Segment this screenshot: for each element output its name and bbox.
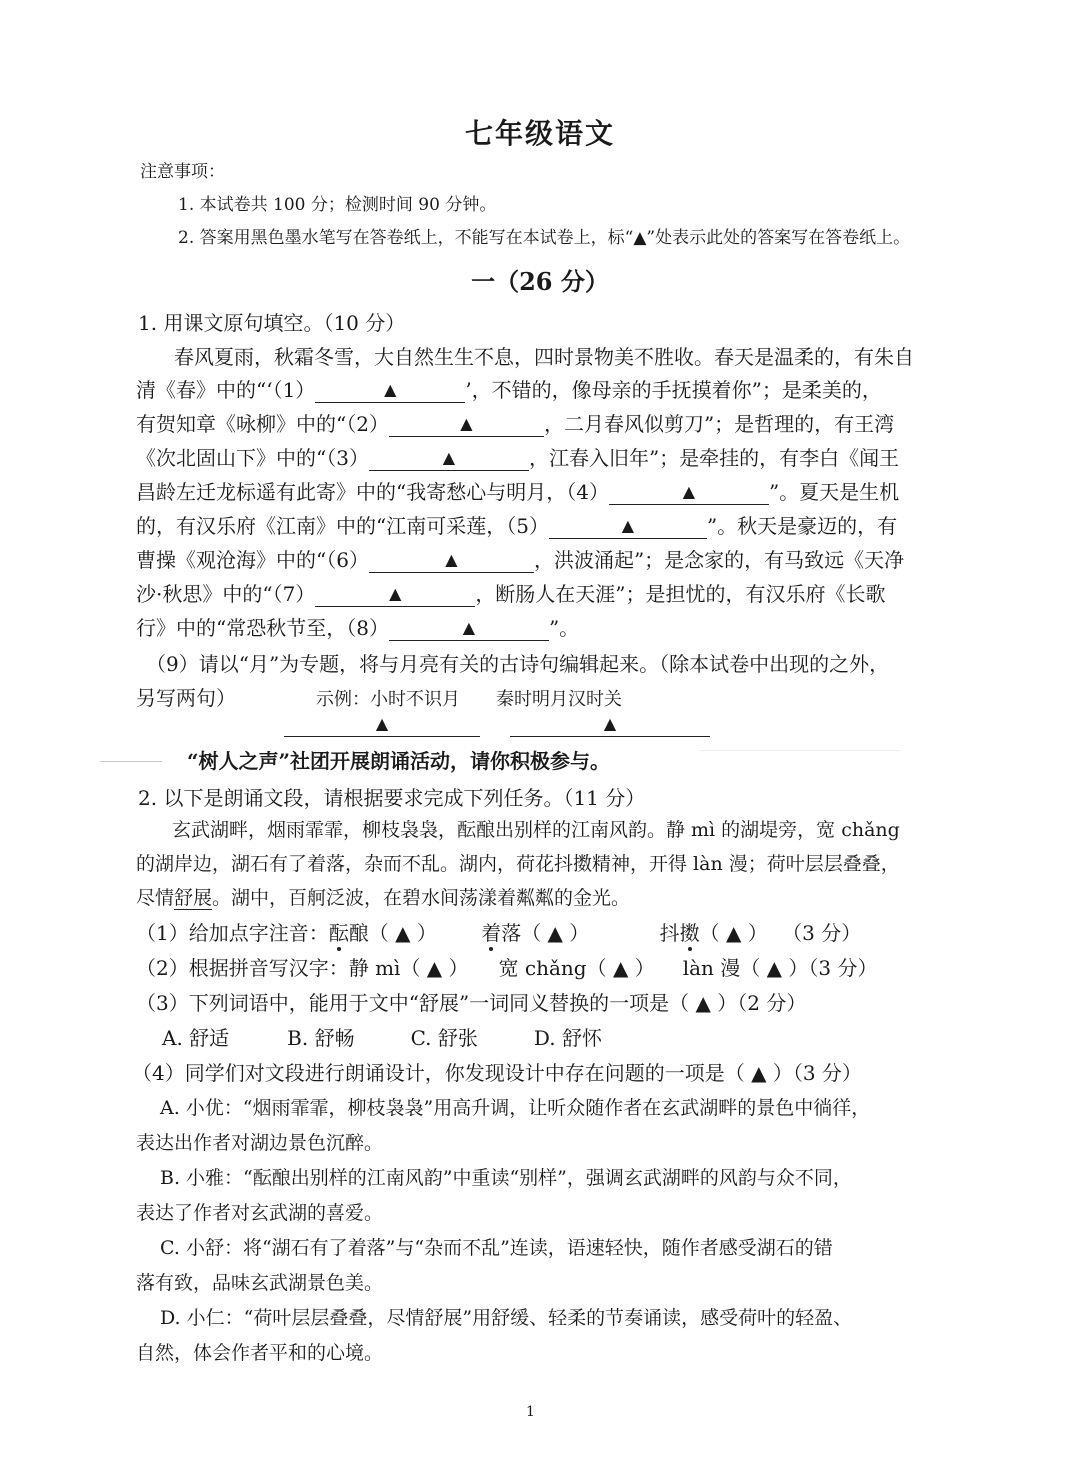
- activity-rule-right: [700, 750, 900, 751]
- q1-line-8: 沙·秋思》中的“（7） ▲ ，断肠人在天涯”；是担忧的，有汉乐府《长歌: [136, 582, 886, 606]
- q1-heading: 1. 用课文原句填空。（10 分）: [138, 311, 406, 335]
- option-c: C. 舒张: [410, 1026, 478, 1050]
- underlined-word: 舒展: [174, 887, 213, 909]
- q1-line-3: 有贺知章《咏柳》中的“（2） ▲ ，二月春风似剪刀”；是哲理的，有王湾: [136, 412, 895, 436]
- q1-line-10: （9）请以“月”为专题，将与月亮有关的古诗句编辑起来。（除本试卷中出现的之外，: [146, 652, 890, 676]
- answer-blank-2[interactable]: ▲: [389, 412, 544, 437]
- notes-heading: 注意事项：: [140, 162, 225, 182]
- option-b: B. 舒畅: [287, 1026, 355, 1050]
- answer-blank-5[interactable]: ▲: [549, 514, 707, 539]
- q1-line-4: 《次北固山下》中的“（3） ▲ ，江春入旧年”；是牵挂的，有李白《闻王: [136, 446, 900, 470]
- choice-b-line-1: B. 小雅：“酝酿出别样的江南风韵”中重读“别样”，强调玄武湖畔的风韵与众不同，: [160, 1167, 852, 1189]
- q2-sub-1: （1）给加点字注音：酝酿（ ▲ ） 着落（ ▲ ） 抖擞（ ▲ ） （3 分）: [136, 921, 862, 945]
- passage-line-3: 尽情舒展。湖中，百舸泛波，在碧水间荡漾着粼粼的金光。: [136, 887, 631, 909]
- q1-line-9: 行》中的“常恐秋节至，（8） ▲ ”。: [136, 616, 580, 640]
- passage-line-1: 玄武湖畔，烟雨霏霏，柳枝袅袅，酝酿出别样的江南风韵。静 mì 的湖堤旁，宽 chǎng: [172, 819, 900, 841]
- choice-a-line-1: A. 小优：“烟雨霏霏，柳枝袅袅”用高升调，让听众随作者在玄武湖畔的景色中徜徉，: [160, 1097, 871, 1119]
- q2-heading: 2. 以下是朗诵文段，请根据要求完成下列任务。（11 分）: [138, 786, 646, 810]
- answer-blank-1[interactable]: ▲: [315, 378, 465, 403]
- choice-d-line-2: 自然，体会作者平和的心境。: [136, 1342, 384, 1364]
- answer-blank-9a[interactable]: ▲: [284, 712, 480, 737]
- page-title: 七年级语文: [464, 117, 615, 150]
- q1-line-11: 另写两句） 示例：小时不识月 秦时明月汉时关: [136, 686, 622, 710]
- activity-rule-left: [100, 761, 162, 762]
- section-heading: 一（26 分）: [471, 267, 609, 296]
- notes-item-1: 1. 本试卷共 100 分；检测时间 90 分钟。: [178, 195, 497, 215]
- notes-item-2: 2. 答案用黑色墨水笔写在答卷纸上，不能写在本试卷上，标“▲”处表示此处的答案写在答卷纸上。: [178, 228, 911, 248]
- option-d: D. 舒怀: [533, 1026, 602, 1050]
- choice-c-line-2: 落有致，品味玄武湖景色美。: [136, 1272, 384, 1294]
- choice-d-line-1: D. 小仁：“荷叶层层叠叠，尽情舒展”用舒缓、轻柔的节奏诵读，感受荷叶的轻盈、: [160, 1307, 853, 1329]
- q1-line-6: 的，有汉乐府《江南》中的“江南可采莲，（5） ▲ ”。秋天是豪迈的，有: [136, 514, 898, 538]
- q2-sub-2: （2）根据拼音写汉字：静 mì（ ▲ ） 宽 chǎng（ ▲ ） làn 漫（ ▲ ）（3 分）: [136, 956, 878, 980]
- option-a: A. 舒适: [162, 1026, 230, 1050]
- answer-blank-6[interactable]: ▲: [369, 548, 534, 573]
- answer-blank-4[interactable]: ▲: [609, 480, 769, 505]
- answer-blank-9b[interactable]: ▲: [510, 712, 710, 737]
- page-number: 1: [526, 1404, 535, 1420]
- q1-line-5: 昌龄左迁龙标遥有此寄》中的“我寄愁心与明月，（4） ▲ ”。夏天是生机: [136, 480, 900, 504]
- q2-sub-4: （4）同学们对文段进行朗诵设计，你发现设计中存在问题的一项是（ ▲ ）（3 分）: [132, 1061, 862, 1085]
- q2-sub-3-options: [162, 1022, 602, 1051]
- choice-b-line-2: 表达了作者对玄武湖的喜爱。: [136, 1202, 384, 1224]
- q1-line-1: 春风夏雨，秋霜冬雪，大自然生生不息，四时景物美不胜收。春天是温柔的，有朱自: [174, 345, 914, 369]
- answer-blank-8[interactable]: ▲: [389, 616, 549, 641]
- choice-a-line-2: 表达出作者对湖边景色沉醉。: [136, 1132, 384, 1154]
- passage-line-2: 的湖岸边，湖石有了着落，杂而不乱。湖内，荷花抖擞精神，开得 làn 漫；荷叶层层叠叠，: [136, 853, 900, 875]
- q2-sub-3: （3）下列词语中，能用于文中“舒展”一词同义替换的一项是（ ▲ ）（2 分）: [136, 991, 807, 1015]
- answer-blank-3[interactable]: ▲: [369, 446, 529, 471]
- q1-line-7: 曹操《观沧海》中的“（6） ▲ ，洪波涌起”；是念家的，有马致远《天净: [136, 548, 905, 572]
- q1-line-2: 清《春》中的“‘（1） ▲ ’，不错的，像母亲的手抚摸着你”；是柔美的，: [136, 378, 882, 402]
- choice-c-line-1: C. 小舒：将“湖石有了着落”与“杂而不乱”连读，语速轻快，随作者感受湖石的错: [160, 1237, 833, 1259]
- activity-intro: “树人之声”社团开展朗诵活动，请你积极参与。: [187, 749, 611, 773]
- answer-blank-7[interactable]: ▲: [315, 582, 475, 607]
